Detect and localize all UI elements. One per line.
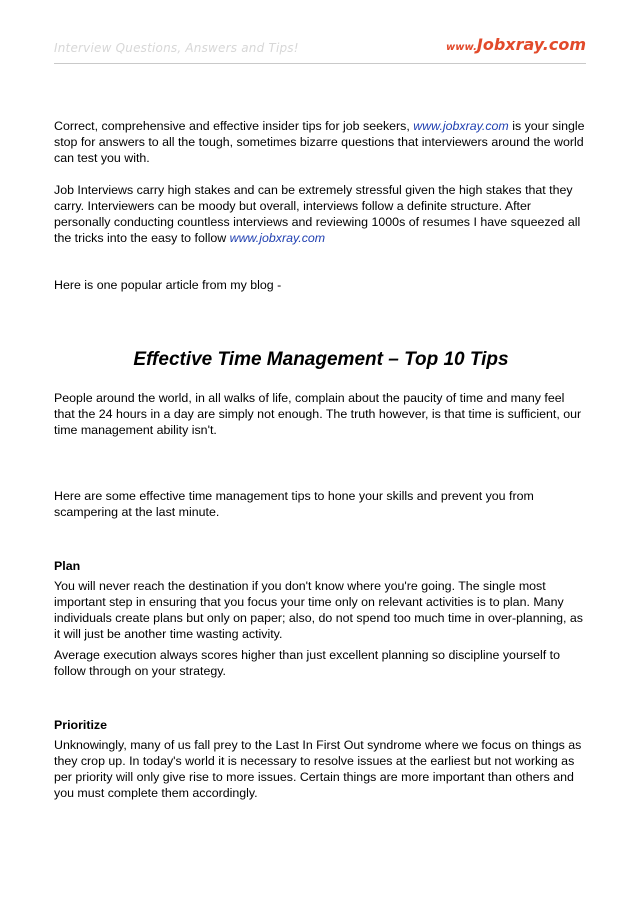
header-site[interactable] bbox=[446, 35, 586, 55]
header-tagline: Interview Questions, Answers and Tips! bbox=[54, 41, 299, 55]
intro-paragraph-3: Here is one popular article from my blog - bbox=[54, 278, 282, 292]
page-header bbox=[54, 37, 586, 64]
site-brand: Jobxray.com bbox=[476, 35, 586, 54]
intro-paragraph-2 bbox=[54, 182, 588, 246]
article-paragraph-2: Here are some effective time management tips to hone your skills and prevent you from scampering at the last minute. bbox=[54, 489, 534, 519]
document-body bbox=[54, 118, 588, 801]
intro-text: is your single stop for answers to all the tough, sometimes bizarre questions that interviewers around the world can test you with. bbox=[54, 119, 585, 165]
plan-paragraph-1: You will never reach the destination if you don't know where you're going. The single most important step in ensuring that you focus your time only on relevant activities is to plan. Many individuals create plans but only on paper; also, do not spend too much time in over-planning, as it will just be another time wasting activity. bbox=[54, 579, 583, 641]
intro-text: Job Interviews carry high stakes and can be extremely stressful given the high stakes that they carry. Interviewers can be moody but overall, interviews follow a definite structure. After personally conducting countless interviews and reviewing 1000s of resumes I have squeezed all the tricks into the easy to follow bbox=[54, 183, 581, 245]
article-paragraph-1: People around the world, in all walks of life, complain about the paucity of time and many feel that the 24 hours in a day are simply not enough. The truth however, is that time is sufficient, our time management ability isn't. bbox=[54, 391, 582, 437]
section-heading-plan: Plan bbox=[54, 559, 81, 573]
intro-paragraph-1 bbox=[54, 118, 588, 166]
jobxray-link[interactable]: www.jobxray.com bbox=[413, 119, 509, 133]
section-heading-prioritize: Prioritize bbox=[54, 718, 108, 732]
jobxray-link[interactable]: www.jobxray.com bbox=[229, 231, 326, 245]
plan-paragraph-2: Average execution always scores higher than just excellent planning so discipline yourself to follow through on your strategy. bbox=[54, 648, 561, 678]
site-prefix: www. bbox=[446, 42, 477, 53]
article-title: Effective Time Management – Top 10 Tips bbox=[133, 349, 509, 370]
intro-text: Correct, comprehensive and effective insider tips for job seekers, bbox=[54, 119, 414, 133]
prioritize-paragraph-1: Unknowingly, many of us fall prey to the Last In First Out syndrome where we focus on things as they crop up. In today's world it is necessary to resolve issues at the earliest but not working as per priority will only give rise to more issues. Certain things are more important than others and you must complete them accordingly. bbox=[54, 738, 582, 800]
